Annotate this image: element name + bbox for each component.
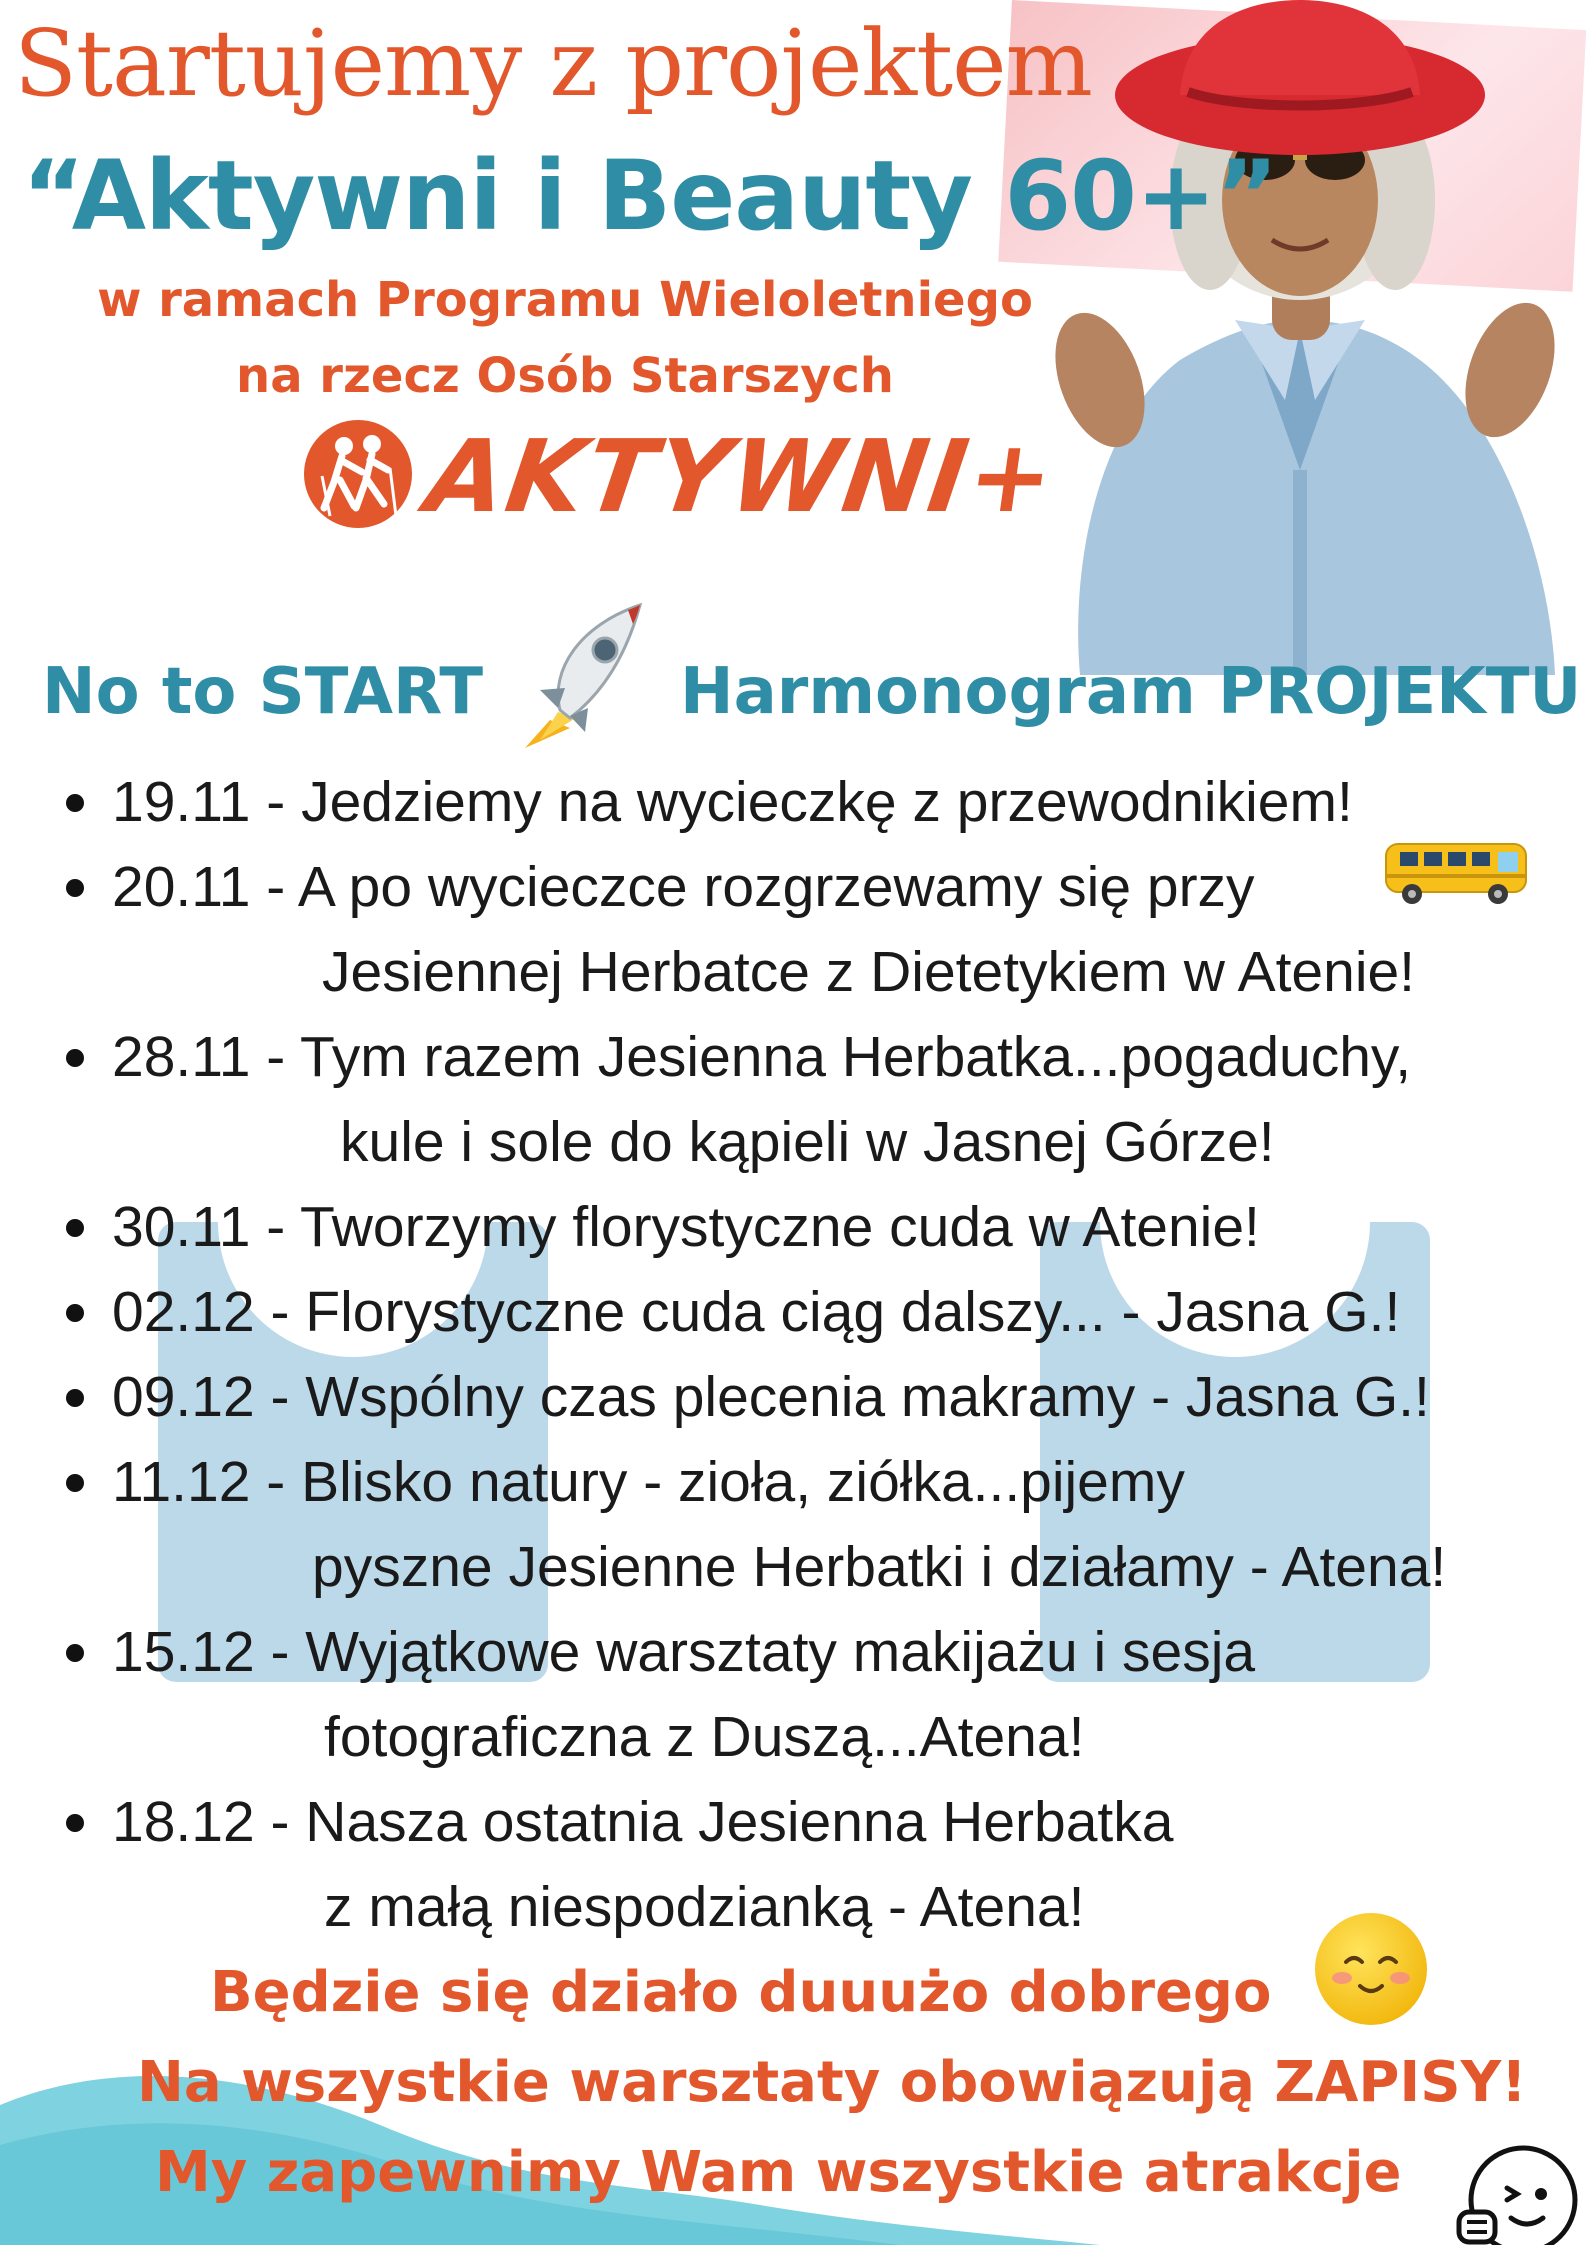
walkers-logo-icon	[304, 420, 412, 528]
bullet-dot	[66, 1814, 84, 1832]
footer-line-2: Na wszystkie warsztaty obowiązują ZAPISY!	[137, 2050, 1527, 2115]
schedule-item-text-cont: fotograficzna z Duszą...Atena!	[324, 1705, 1085, 1769]
schedule-item	[62, 1440, 1572, 1610]
schedule-item	[62, 845, 1572, 1015]
schedule-item	[62, 1270, 1572, 1355]
page-title-top: Startujemy z projektem	[14, 10, 1092, 117]
project-title: “Aktywni i Beauty 60+”	[22, 140, 1278, 252]
schedule-item	[62, 760, 1572, 845]
bullet-dot	[66, 1389, 84, 1407]
schedule-item	[62, 1610, 1572, 1780]
schedule-item	[62, 1015, 1572, 1185]
schedule-item-text: 15.12 - Wyjątkowe warsztaty makijażu i sesja	[112, 1620, 1256, 1684]
schedule-item	[62, 1185, 1572, 1270]
schedule-item-text: 30.11 - Tworzymy florystyczne cuda w Atenie!	[112, 1195, 1260, 1259]
bullet-dot	[66, 1219, 84, 1237]
no-to-start-heading: No to START	[42, 655, 484, 729]
aktywni-logo-text: AKTYWNI+	[419, 418, 1063, 535]
schedule-item-text-cont: Jesiennej Herbatce z Dietetykiem w Atenie!	[322, 940, 1416, 1004]
schedule-list	[62, 760, 1572, 1950]
school-bus-icon	[1380, 838, 1532, 908]
schedule-item-text: 20.11 - A po wycieczce rozgrzewamy się przy	[112, 855, 1255, 919]
schedule-item-text-cont: pyszne Jesienne Herbatki i działamy - Atena!	[312, 1535, 1447, 1599]
schedule-item-text: 18.12 - Nasza ostatnia Jesienna Herbatka	[112, 1790, 1174, 1854]
schedule-item-text: 11.12 - Blisko natury - zioła, ziółka...pijemy	[112, 1450, 1185, 1514]
smiley-icon	[1312, 1910, 1430, 2028]
footer-line-3: My zapewnimy Wam wszystkie atrakcje	[155, 2140, 1402, 2205]
bullet-dot	[66, 1304, 84, 1322]
bullet-dot	[66, 1474, 84, 1492]
schedule-item	[62, 1355, 1572, 1440]
bullet-dot	[66, 1644, 84, 1662]
subtitle-line-1: w ramach Programu Wieloletniego	[97, 272, 1033, 328]
schedule-item-text: 28.11 - Tym razem Jesienna Herbatka...pogaduchy,	[112, 1025, 1412, 1089]
bullet-dot	[66, 1049, 84, 1067]
harmonogram-heading: Harmonogram PROJEKTU	[680, 655, 1582, 729]
schedule-item-text: 19.11 - Jedziemy na wycieczkę z przewodnikiem!	[112, 770, 1353, 834]
schedule-item-text-cont: z małą niespodzianką - Atena!	[324, 1875, 1085, 1939]
bullet-dot	[66, 794, 84, 812]
senior-woman-photo	[1010, 0, 1585, 675]
rocket-icon	[510, 600, 650, 750]
schedule-item-text: 09.12 - Wspólny czas plecenia makramy - Jasna G.!	[112, 1365, 1430, 1429]
footer-line-1: Będzie się działo duuużo dobrego	[210, 1960, 1272, 2025]
winking-face-icon	[1455, 2138, 1580, 2245]
subtitle-line-2: na rzecz Osób Starszych	[236, 348, 894, 404]
schedule-item-text-cont: kule i sole do kąpieli w Jasnej Górze!	[340, 1110, 1275, 1174]
bullet-dot	[66, 879, 84, 897]
schedule-item-text: 02.12 - Florystyczne cuda ciąg dalszy... - Jasna G.!	[112, 1280, 1401, 1344]
